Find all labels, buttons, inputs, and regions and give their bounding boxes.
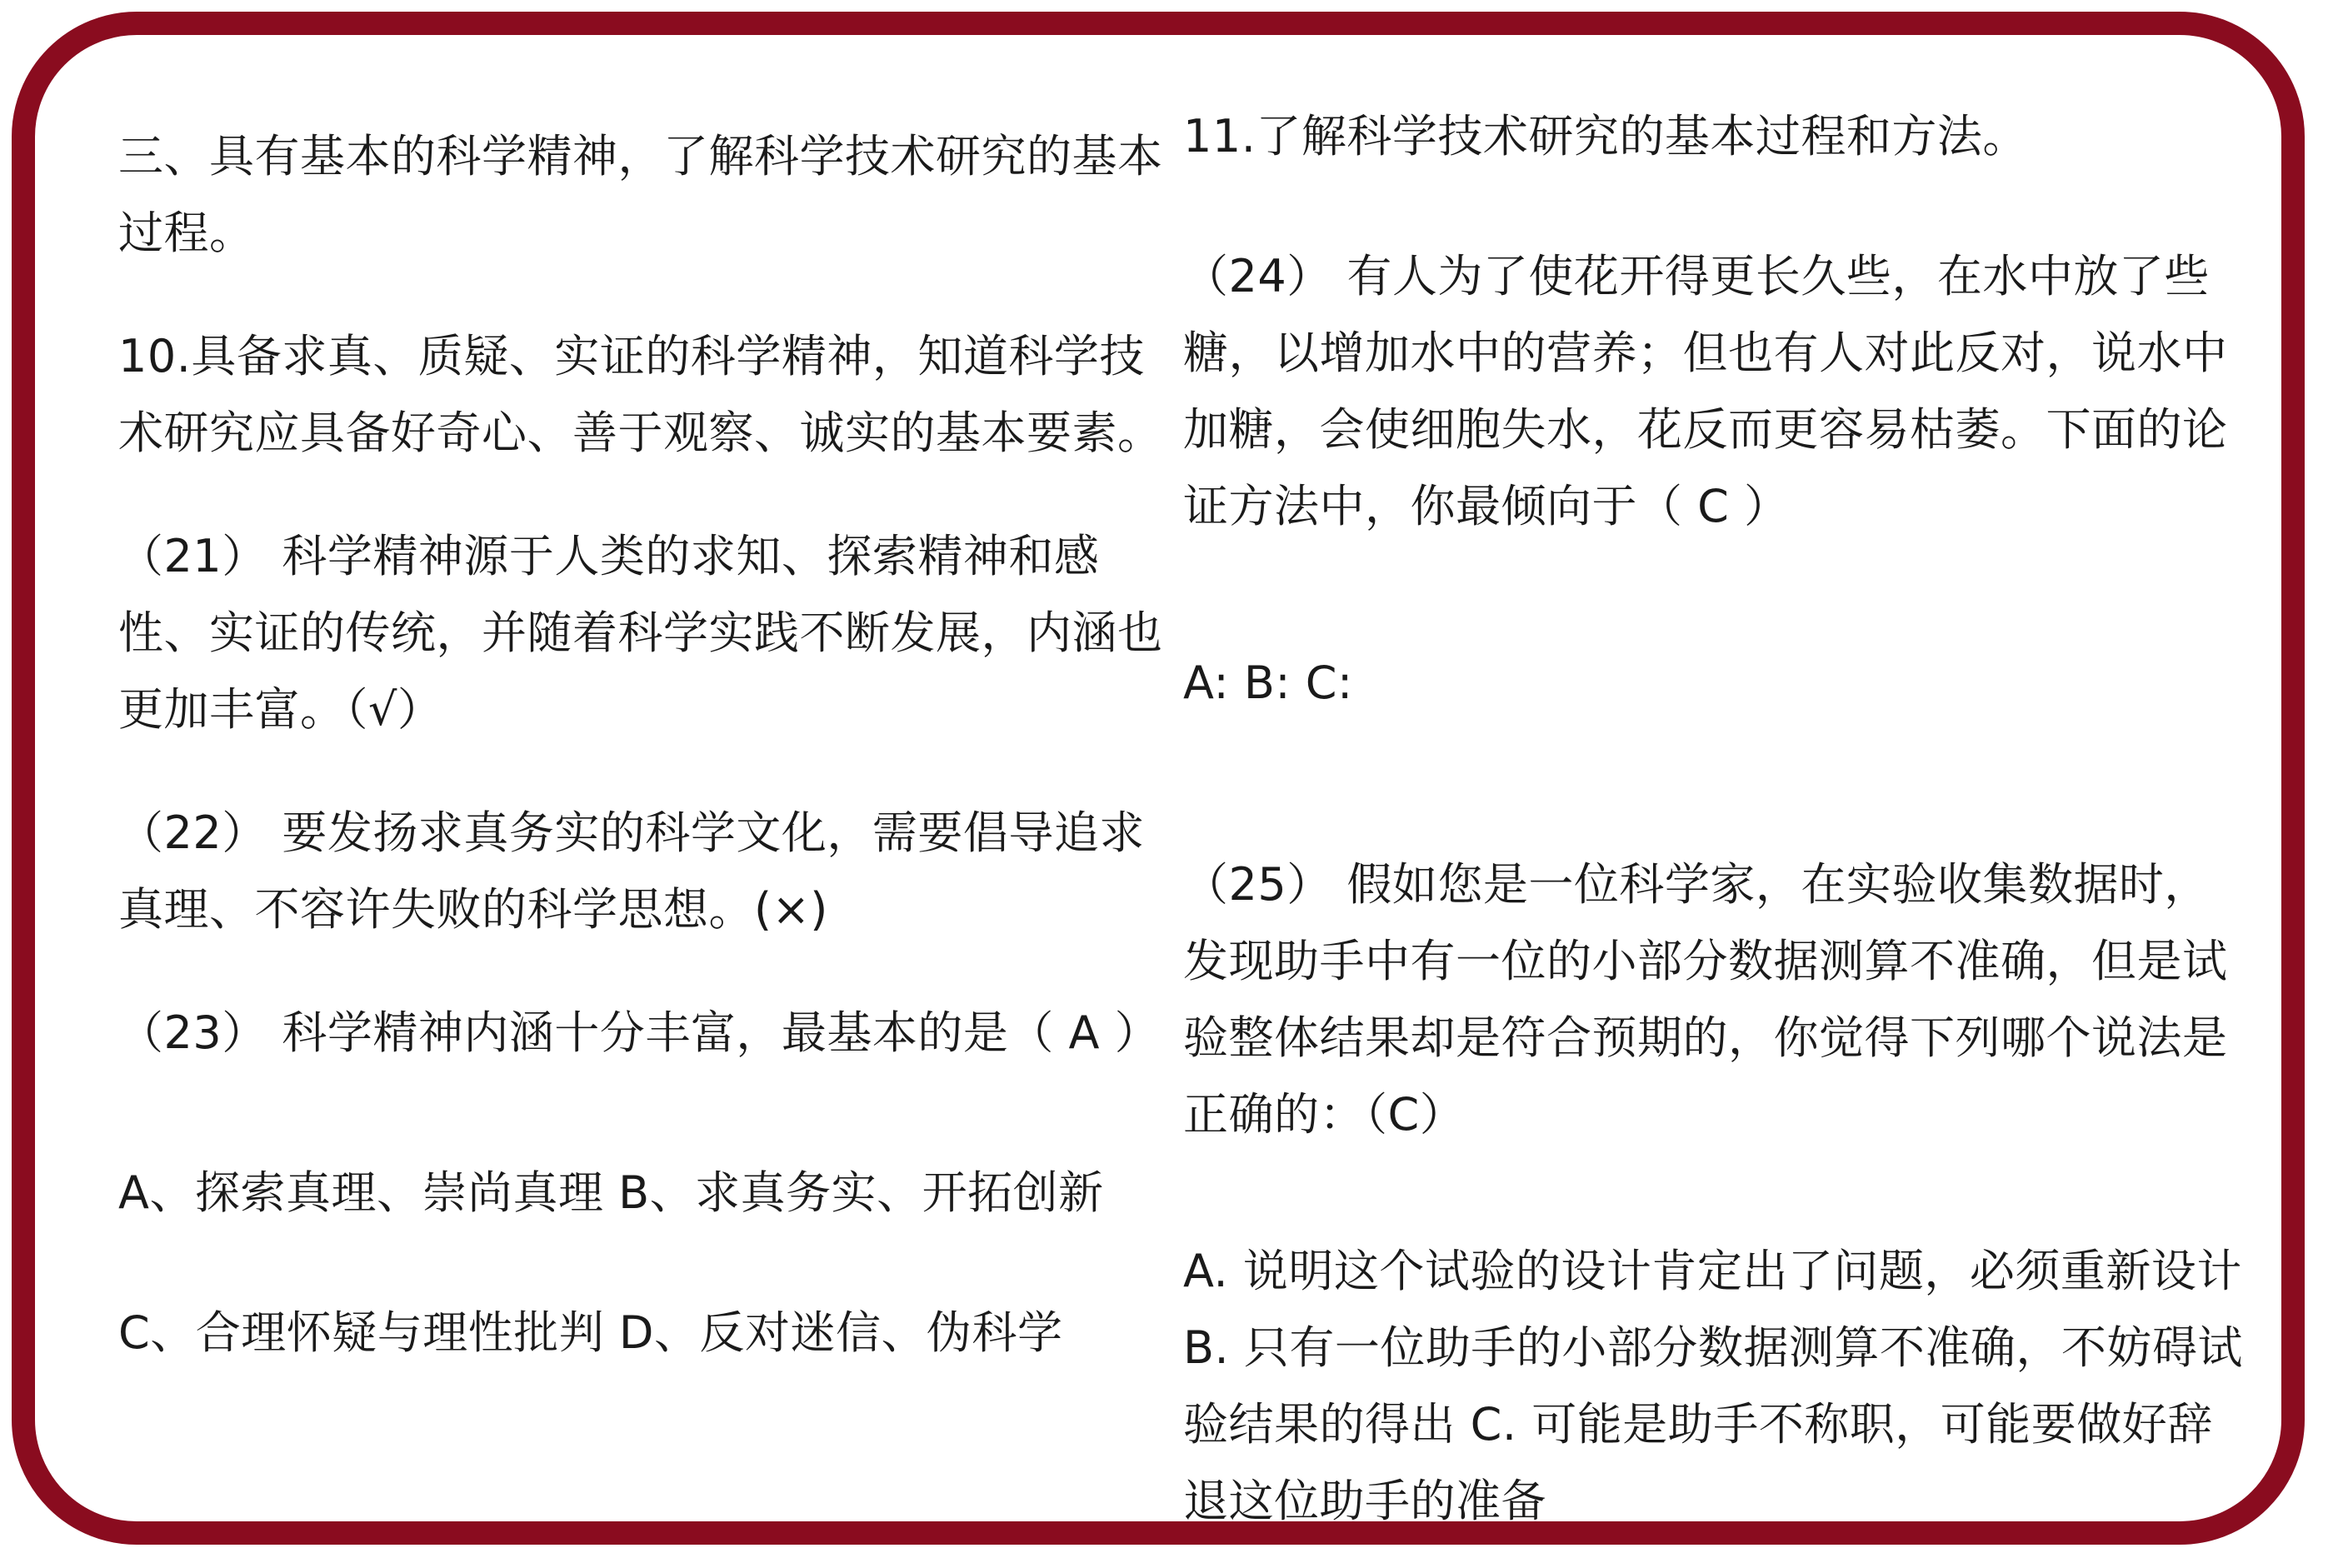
section-heading: 三、具有基本的科学精神，了解科学技术研究的基本过程。 [118,130,1163,259]
item-10: 10.具备求真、质疑、实证的科学精神，知道科学技术研究应具备好奇心、善于观察、诚实的基本要素。 [118,330,1163,459]
question-23-options-ab: A、探索真理、崇尚真理 B、求真务实、开拓创新 [118,1166,1104,1219]
question-25: （25） 假如您是一位科学家，在实验收集数据时，发现助手中有一位的小部分数据测算不准确，但是试验整体结果却是符合预期的，你觉得下列哪个说法是正确的：（C） [1183,858,2228,1141]
item-11: 11.了解科学技术研究的基本过程和方法。 [1183,110,2028,162]
question-23: （23） 科学精神内涵十分丰富，最基本的是（ A ） [118,1006,1161,1059]
question-21: （21） 科学精神源于人类的求知、探索精神和感性、实证的传统，并随着科学实践不断发展，内涵也更加丰富。（√） [118,530,1163,736]
question-24: （24） 有人为了使花开得更长久些，在水中放了些糖，以增加水中的营养；但也有人对此反对，说水中加糖，会使细胞失水，花反而更容易枯萎。下面的论证方法中，你最倾向于（ C ） [1183,250,2228,532]
question-24-options: A: B: C: [1183,657,1353,709]
left-column [118,118,1168,1371]
question-22: （22） 要发扬求真务实的科学文化，需要倡导追求真理、不容许失败的科学思想。(×) [118,806,1145,936]
question-23-options-cd: C、合理怀疑与理性批判 D、反对迷信、伪科学 [118,1306,1063,1359]
right-column [1183,98,2257,1540]
question-25-options: A. 说明这个试验的设计肯定出了问题，必须重新设计 B. 只有一位助手的小部分数据测算不准确，不妨碍试验结果的得出 C. 可能是助手不称职，可能要做好辞退这位助手的准备 [1183,1245,2257,1527]
